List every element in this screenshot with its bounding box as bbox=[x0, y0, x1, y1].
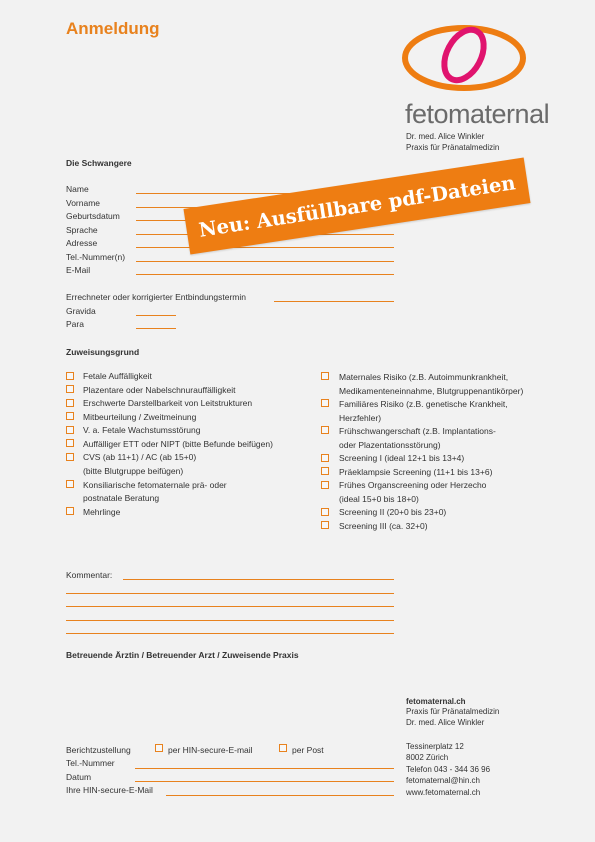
option-label: Familiäres Risiko (z.B. genetische Krankheit, bbox=[339, 399, 508, 409]
field-label-vorname: Vorname bbox=[66, 198, 101, 208]
option-label: Plazentare oder Nabelschnurauffälligkeit bbox=[83, 385, 236, 395]
promo-banner: Neu: Ausfüllbare pdf-Dateien bbox=[183, 158, 530, 255]
checkbox-mitbeurteilung[interactable] bbox=[66, 412, 74, 420]
due-date-label: Errechneter oder korrigierter Entbindungstermin bbox=[66, 292, 247, 302]
gravida-field[interactable] bbox=[136, 315, 176, 316]
option-label-continued: (ideal 15+0 bis 18+0) bbox=[339, 494, 419, 504]
checkbox-fetale-auffaelligkeit[interactable] bbox=[66, 372, 74, 380]
checkbox-ett-nipt[interactable] bbox=[66, 439, 74, 447]
checkbox-familiaeres-risiko[interactable] bbox=[321, 399, 329, 407]
contact-city: 8002 Zürich bbox=[406, 753, 449, 762]
checkbox-praeeklampsie[interactable] bbox=[321, 467, 329, 475]
option-label: Screening I (ideal 12+1 bis 13+4) bbox=[339, 453, 465, 463]
option-label: Screening III (ca. 32+0) bbox=[339, 521, 428, 531]
contact-doctor: Dr. med. Alice Winkler bbox=[406, 718, 485, 727]
practice-name: Praxis für Pränatalmedizin bbox=[406, 143, 500, 152]
checkbox-darstellbarkeit[interactable] bbox=[66, 399, 74, 407]
option-label: Mehrlinge bbox=[83, 507, 121, 517]
comment-label: Kommentar: bbox=[66, 570, 113, 580]
fetomaternal-logo bbox=[401, 21, 527, 95]
tel-label: Tel.-Nummer bbox=[66, 758, 115, 768]
option-label: Frühes Organscreening oder Herzecho bbox=[339, 480, 487, 490]
contact-practice: Praxis für Pränatalmedizin bbox=[406, 707, 500, 716]
date-field[interactable] bbox=[135, 781, 394, 782]
field-label-geburtsdatum: Geburtsdatum bbox=[66, 211, 120, 221]
comment-line[interactable] bbox=[66, 620, 394, 621]
option-label: Konsiliarische fetomaternale prä- oder bbox=[83, 480, 227, 490]
option-label: Fetale Auffälligkeit bbox=[83, 371, 152, 381]
option-label: V. a. Fetale Wachstumsstörung bbox=[83, 425, 201, 435]
contact-email: fetomaternal@hin.ch bbox=[406, 776, 480, 785]
field-label-name: Name bbox=[66, 184, 89, 194]
checkbox-post[interactable] bbox=[279, 744, 287, 752]
comment-line[interactable] bbox=[66, 633, 394, 634]
option-label: Erschwerte Darstellbarkeit von Leitstrukturen bbox=[83, 398, 253, 408]
option-label: Präeklampsie Screening (11+1 bis 13+6) bbox=[339, 467, 493, 477]
comment-line[interactable] bbox=[123, 579, 394, 580]
report-tel-field[interactable] bbox=[135, 768, 394, 769]
option-label-continued: postnatale Beratung bbox=[83, 493, 160, 503]
section-heading-referral: Zuweisungsgrund bbox=[66, 347, 140, 357]
tel-field[interactable] bbox=[136, 261, 394, 262]
checkbox-fruehschwangerschaft[interactable] bbox=[321, 426, 329, 434]
gravida-label: Gravida bbox=[66, 306, 96, 316]
section-heading-physician: Betreuende Ärztin / Betreuender Arzt / Zuweisende Praxis bbox=[66, 650, 299, 660]
checkbox-konsiliarisch[interactable] bbox=[66, 480, 74, 488]
option-label-continued: Herzfehler) bbox=[339, 413, 382, 423]
option-label: Screening II (20+0 bis 23+0) bbox=[339, 507, 447, 517]
option-label-continued: (bitte Blutgruppe beifügen) bbox=[83, 466, 184, 476]
hin-email-field[interactable] bbox=[166, 795, 394, 796]
doctor-name: Dr. med. Alice Winkler bbox=[406, 132, 485, 141]
comment-line[interactable] bbox=[66, 606, 394, 607]
option-post-label: per Post bbox=[292, 745, 324, 755]
contact-web: www.fetomaternal.ch bbox=[406, 788, 481, 797]
para-field[interactable] bbox=[136, 328, 176, 329]
page-title: Anmeldung bbox=[66, 19, 160, 38]
field-label-tel: Tel.-Nummer(n) bbox=[66, 252, 126, 262]
checkbox-fruehes-organscreening[interactable] bbox=[321, 481, 329, 489]
field-label-sprache: Sprache bbox=[66, 225, 98, 235]
checkbox-mehrlinge[interactable] bbox=[66, 507, 74, 515]
adresse-field[interactable] bbox=[136, 247, 394, 248]
option-label: Mitbeurteilung / Zweitmeinung bbox=[83, 412, 197, 422]
checkbox-hin-email[interactable] bbox=[155, 744, 163, 752]
checkbox-wachstumsstoerung[interactable] bbox=[66, 426, 74, 434]
checkbox-plazentare[interactable] bbox=[66, 385, 74, 393]
brand-name: fetomaternal bbox=[405, 99, 550, 129]
option-label: Maternales Risiko (z.B. Autoimmunkrankheit, bbox=[339, 372, 509, 382]
checkbox-maternales-risiko[interactable] bbox=[321, 372, 329, 380]
date-label: Datum bbox=[66, 772, 92, 782]
checkbox-screening-2[interactable] bbox=[321, 508, 329, 516]
comment-line[interactable] bbox=[66, 593, 394, 594]
option-label-continued: oder Plazentationsstörung) bbox=[339, 440, 441, 450]
option-label-continued: Medikamenteneinnahme, Blutgruppenantikörper) bbox=[339, 386, 524, 396]
field-label-adresse: Adresse bbox=[66, 238, 98, 248]
report-label: Berichtzustellung bbox=[66, 745, 131, 755]
checkbox-cvs-ac[interactable] bbox=[66, 453, 74, 461]
option-label: CVS (ab 11+1) / AC (ab 15+0) bbox=[83, 452, 197, 462]
due-date-field[interactable] bbox=[274, 301, 394, 302]
para-label: Para bbox=[66, 319, 84, 329]
option-label: Frühschwangerschaft (z.B. Implantations- bbox=[339, 426, 496, 436]
contact-phone: Telefon 043 - 344 36 96 bbox=[406, 765, 491, 774]
contact-web-title: fetomaternal.ch bbox=[406, 697, 466, 706]
email-field[interactable] bbox=[136, 274, 394, 275]
checkbox-screening-1[interactable] bbox=[321, 454, 329, 462]
option-hin-label: per HIN-secure-E-mail bbox=[168, 745, 253, 755]
hin-email-label: Ihre HIN-secure-E-Mail bbox=[66, 785, 153, 795]
field-label-email: E-Mail bbox=[66, 265, 91, 275]
contact-street: Tessinerplatz 12 bbox=[406, 742, 464, 751]
checkbox-screening-3[interactable] bbox=[321, 521, 329, 529]
option-label: Auffälliger ETT oder NIPT (bitte Befunde beifügen) bbox=[83, 439, 273, 449]
section-heading-patient: Die Schwangere bbox=[66, 158, 132, 168]
